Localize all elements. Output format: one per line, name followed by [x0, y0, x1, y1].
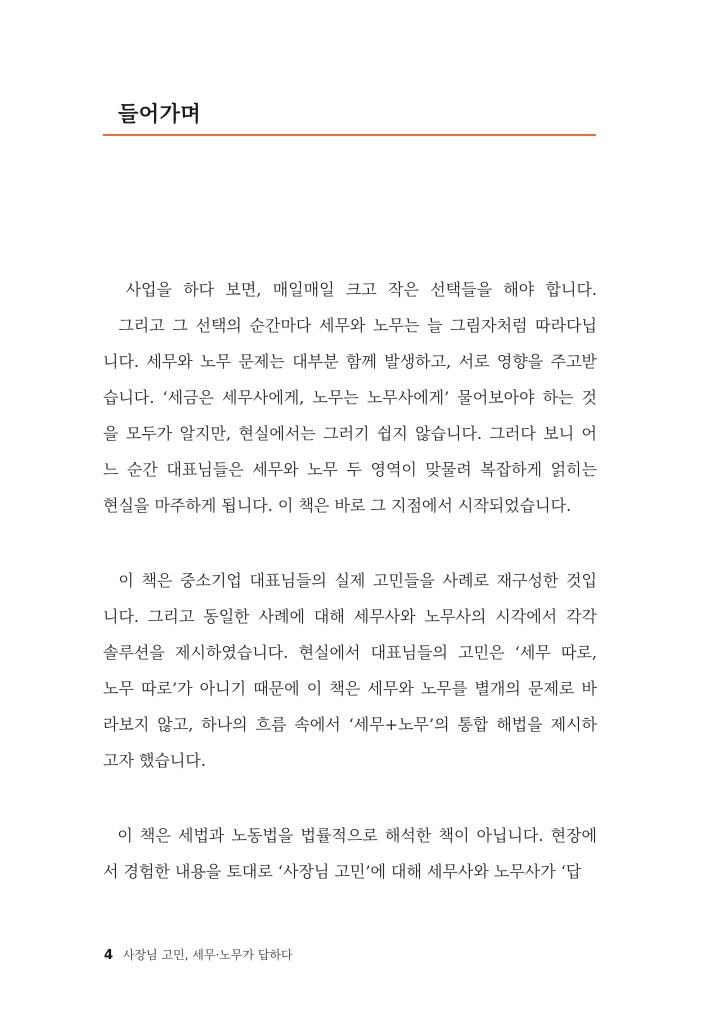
text-line: 이 책은 세법과 노동법을 법률적으로 해석한 책이 아닙니다. 현장에 [103, 826, 597, 845]
paragraph [103, 818, 597, 890]
page-footer [104, 946, 293, 963]
page-number: 4 [104, 948, 114, 963]
text-line: 습니다. ‘세금은 세무사에게, 노무는 노무사에게’ 물어보아야 하는 것 [103, 388, 597, 407]
section-heading: 들어가며 [118, 102, 202, 126]
running-title: 사장님 고민, 세무·노무가 답하다 [122, 948, 293, 962]
text-line: 이 책은 중소기업 대표님들의 실제 고민들을 사례로 재구성한 것입 [103, 571, 597, 590]
text-line: 니다. 세무와 노무 문제는 대부분 함께 발생하고, 서로 영향을 주고받 [103, 352, 597, 371]
paragraph [103, 272, 597, 524]
text-line: 느 순간 대표님들은 세무와 노무 두 영역이 맞물려 복잡하게 얽히는 [103, 460, 597, 479]
text-line: 고자 했습니다. [103, 751, 206, 770]
text-line: 노무 따로’가 아니기 때문에 이 책은 세무와 노무를 별개의 문제로 바 [103, 679, 597, 698]
paragraph [103, 563, 597, 779]
text-line: 라보지 않고, 하나의 흐름 속에서 ‘세무+노무’의 통합 해법을 제시하 [103, 715, 597, 734]
text-line: 니다. 그리고 동일한 사례에 대해 세무사와 노무사의 시각에서 각각 [103, 607, 597, 626]
body-text [103, 272, 597, 929]
text-line: 사업을 하다 보면, 매일매일 크고 작은 선택들을 해야 합니다. [103, 280, 597, 299]
text-line: 을 모두가 알지만, 현실에서는 그러기 쉽지 않습니다. 그러다 보니 어 [103, 424, 597, 443]
heading-underline [103, 134, 596, 136]
text-line: 현실을 마주하게 됩니다. 이 책은 바로 그 지점에서 시작되었습니다. [103, 496, 572, 515]
text-line: 서 경험한 내용을 토대로 ‘사장님 고민’에 대해 세무사와 노무사가 ‘답 [103, 862, 582, 881]
text-line: 솔루션을 제시하였습니다. 현실에서 대표님들의 고민은 ‘세무 따로, [103, 643, 597, 662]
text-line: 그리고 그 선택의 순간마다 세무와 노무는 늘 그림자처럼 따라다닙 [103, 316, 597, 335]
